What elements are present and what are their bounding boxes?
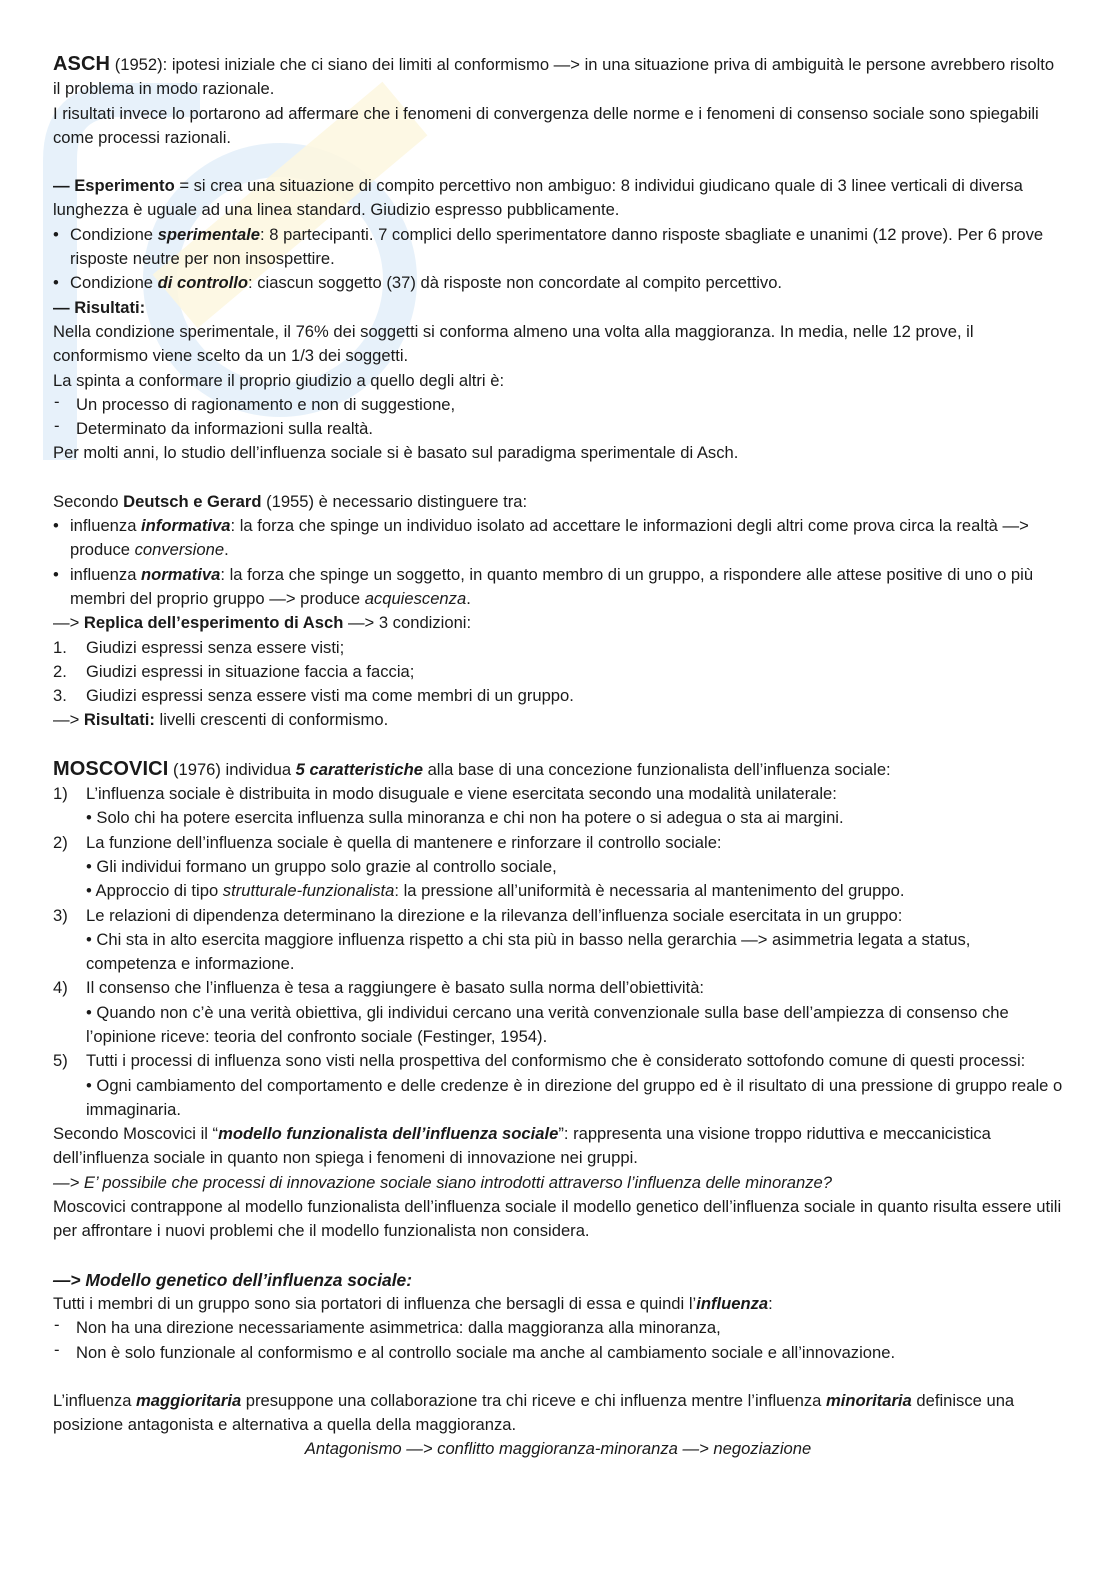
asch-result-line: I risultati invece lo portarono ad affermare che i fenomeni di convergenza delle norme e i fenomeni di consenso sociale sono spiegabili come processi razionali. — [53, 103, 1039, 147]
moscovici-intro: MOSCOVICI (1976) individua 5 caratteristiche alla base di una concezione funzionalista dell’influenza sociale: — [53, 757, 891, 780]
list-item: - Determinato da informazioni sulla realtà. — [54, 416, 373, 439]
moscovici-question: —> E’ possibile che processi di innovazione sociale siano introdotti attraverso l’influenza delle minoranze? — [53, 1172, 832, 1192]
asch-closing: Per molti anni, lo studio dell’influenza sociale si è basato sul paradigma sperimentale di Asch. — [53, 443, 739, 463]
list-item: 2) La funzione dell’influenza sociale è quella di mantenere e rinforzare il controllo sociale: • Gli individui formano un gruppo solo grazie al controllo sociale, • Approccio di tipo strutturale-funzionalista: la pressione all’uniformità è necessaria al mantenimento del gruppo. — [53, 832, 905, 901]
list-item: 2. Giudizi espressi in situazione faccia a faccia; — [53, 661, 415, 681]
influence-types: L’influenza maggioritaria presuppone una collaborazione tra chi riceve e chi influenza mentre l’influenza minoritaria definisce una posizione antagonista e alternativa a quella della maggioranza. — [53, 1390, 1015, 1435]
moscovici-contrast: Moscovici contrappone al modello funzionalista dell’influenza sociale il modello genetico dell’influenza sociale in quanto risulta essere utili per affrontare i nuovi problemi che il modello funzionalista non considera. — [53, 1197, 1062, 1241]
asch-spinta: La spinta a conformare il proprio giudizio a quello degli altri è: — [53, 370, 505, 390]
list-item: 3) Le relazioni di dipendenza determinano la direzione e la rilevanza dell’influenza sociale esercitata in un gruppo: • Chi sta in alto esercita maggiore influenza rispetto a chi sta più in basso nella gerarchia —> asimmetria legata a status, competenza e informazione. — [53, 905, 971, 974]
asch-experiment: — Esperimento = si crea una situazione di compito percettivo non ambiguo: 8 individui giudicano quale di 3 linee verticali di diversa lunghezza è uguale ad una linea standard. Giudizio espresso pubblicamente. — [53, 176, 1023, 220]
genetic-model-heading: —> Modello genetico dell’influenza sociale: — [53, 1269, 412, 1290]
replica-heading: —> Replica dell’esperimento di Asch —> 3 condizioni: — [53, 613, 472, 633]
list-item: • Condizione di controllo: ciascun soggetto (37) dà risposte non concordate al compito percettivo. — [53, 273, 783, 293]
list-item: - Un processo di ragionamento e non di suggestione, — [54, 391, 456, 414]
summary-line: Antagonismo —> conflitto maggioranza-minoranza —> negoziazione — [304, 1439, 812, 1459]
deutsch-lead: Secondo Deutsch e Gerard (1955) è necessario distinguere tra: — [53, 491, 528, 511]
list-item: • influenza normativa: la forza che spinge un soggetto, in quanto membro di un gruppo, a rispondere alle attese positive di uno o più membri del proprio gruppo —> produce acquiescenza. — [53, 564, 1034, 608]
list-item: 5) Tutti i processi di influenza sono visti nella prospettiva del conformismo che è considerato sottofondo comune di questi processi: • Ogni cambiamento del comportamento e delle credenze è in direzione del gruppo ed è il risultato di una pressione di gruppo reale o immaginaria. — [53, 1051, 1063, 1119]
list-item: 1. Giudizi espressi senza essere visti; — [53, 637, 345, 657]
list-item: 4) Il consenso che l’influenza è tesa a raggiungere è basato sulla norma dell’obiettività: • Quando non c’è una verità obiettiva, gli individui cercano una verità convenzionale sulla base dell’ampiezza di consenso che l’opinione riceve: teoria del confronto sociale (Festinger, 1954). — [53, 978, 1009, 1046]
asch-results-text: Nella condizione sperimentale, il 76% dei soggetti si conforma almeno una volta alla maggioranza. In media, nelle 12 prove, il conformismo viene scelto da un 1/3 dei soggetti. — [53, 321, 974, 366]
moscovici-model: Secondo Moscovici il “modello funzionalista dell’influenza sociale”: rappresenta una visione troppo riduttiva e meccanicistica dell’influenza sociale in quanto non spiega i fenomeni di innovazione nei gruppi. — [53, 1124, 991, 1168]
list-item: - Non è solo funzionale al conformismo e al controllo sociale ma anche al cambiamento sociale e all’innovazione. — [54, 1339, 896, 1362]
list-item: 1) L’influenza sociale è distribuita in modo disuguale e viene esercitata secondo una modalità unilaterale: • Solo chi ha potere esercita influenza sulla minoranza e chi non ha potere o si adegua o sta ai margini. — [53, 784, 844, 828]
moscovici-heading: MOSCOVICI — [53, 757, 169, 780]
list-item: • influenza informativa: la forza che spinge un individuo isolato ad accettare le informazioni degli altri come prova circa la realtà —> produce conversione. — [53, 516, 1029, 560]
list-item: 3. Giudizi espressi senza essere visti ma come membri di un gruppo. — [53, 686, 574, 706]
asch-results-label: — Risultati: — [53, 297, 146, 317]
replica-results: —> Risultati: livelli crescenti di conformismo. — [53, 710, 389, 730]
list-item: - Non ha una direzione necessariamente asimmetrica: dalla maggioranza alla minoranza, — [54, 1315, 721, 1338]
asch-heading: ASCH — [53, 53, 111, 75]
document-page — [53, 52, 1063, 1462]
asch-intro: ASCH (1952): ipotesi iniziale che ci siano dei limiti al conformismo —> in una situazione priva di ambiguità le persone avrebbero risolto il problema in modo razionale. — [53, 53, 1055, 99]
list-item: • Condizione sperimentale: 8 partecipanti. 7 complici dello sperimentatore danno risposte sbagliate e unanimi (12 prove). Per 6 prove risposte neutre per non insospettire. — [53, 224, 1044, 269]
genetic-lead: Tutti i membri di un gruppo sono sia portatori di influenza che bersagli di essa e quindi l’influenza: — [53, 1293, 773, 1313]
